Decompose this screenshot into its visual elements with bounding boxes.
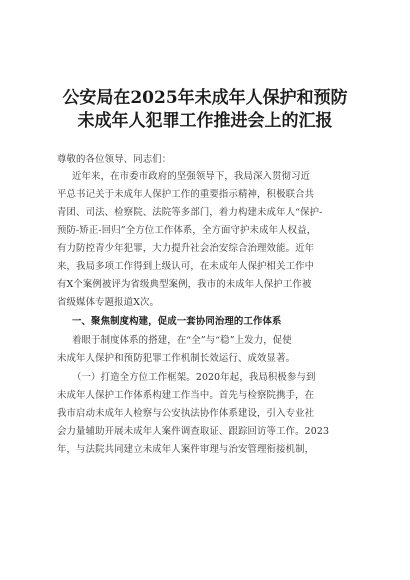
paragraph-line: 有力防控青少年犯罪，大力提升社会治安综合治理效能。近年 bbox=[57, 243, 315, 254]
document-title-line-1: 公安局在2025年未成年人保护和预防 bbox=[62, 88, 348, 108]
paragraph-line: （一）打造全方位工作框架。2020年起，我局积极参与到 bbox=[72, 372, 316, 383]
paragraph-line: 省级媒体专题报道X次。 bbox=[57, 297, 160, 308]
paragraph-line: 未成年人保护和预防犯罪工作机制长效运行、成效显著。 bbox=[57, 353, 296, 364]
section-heading: 一、聚焦制度构建，促成一套协同治理的工作体系 bbox=[72, 316, 282, 327]
paragraph-line: 近年来，在市委市政府的坚强领导下，我局深入贯彻习近 bbox=[72, 171, 311, 182]
paragraph-line: 年，与法院共同建立未成年人案件审理与治安管理衔接机制， bbox=[57, 444, 315, 455]
paragraph-line: 会力量辅助开展未成年人案件调查取证、跟踪回访等工作。2023 bbox=[57, 426, 330, 437]
paragraph-line: 着眼于制度体系的搭建，在“全”与“稳”上发力，促使 bbox=[72, 335, 292, 346]
paragraph-line: 青团、司法、检察院、法院等多部门，着力构建未成年人“保护- bbox=[57, 207, 323, 218]
paragraph-line: 预防-矫正-回归”全方位工作体系，全方面守护未成年人权益， bbox=[57, 225, 317, 236]
paragraph-line: 我市启动未成年人检察与公安执法协作体系建设，引入专业社 bbox=[57, 408, 315, 419]
paragraph-line: 平总书记关于未成年人保护工作的重要指示精神，积极联合共 bbox=[57, 189, 315, 200]
salutation: 尊敬的各位领导、同志们： bbox=[57, 154, 172, 165]
document-title-line-2: 未成年人犯罪工作推进会上的汇报 bbox=[77, 111, 333, 131]
paragraph-line: 有X个案例被评为省级典型案例，我市的未成年人保护工作被 bbox=[57, 279, 312, 290]
paragraph-line: 未成年人保护工作体系构建工作当中。首先与检察院携手，在 bbox=[57, 390, 315, 401]
paragraph-line: 来，我局多项工作得到上级认可，在未成年人保护相关工作中 bbox=[57, 261, 315, 272]
